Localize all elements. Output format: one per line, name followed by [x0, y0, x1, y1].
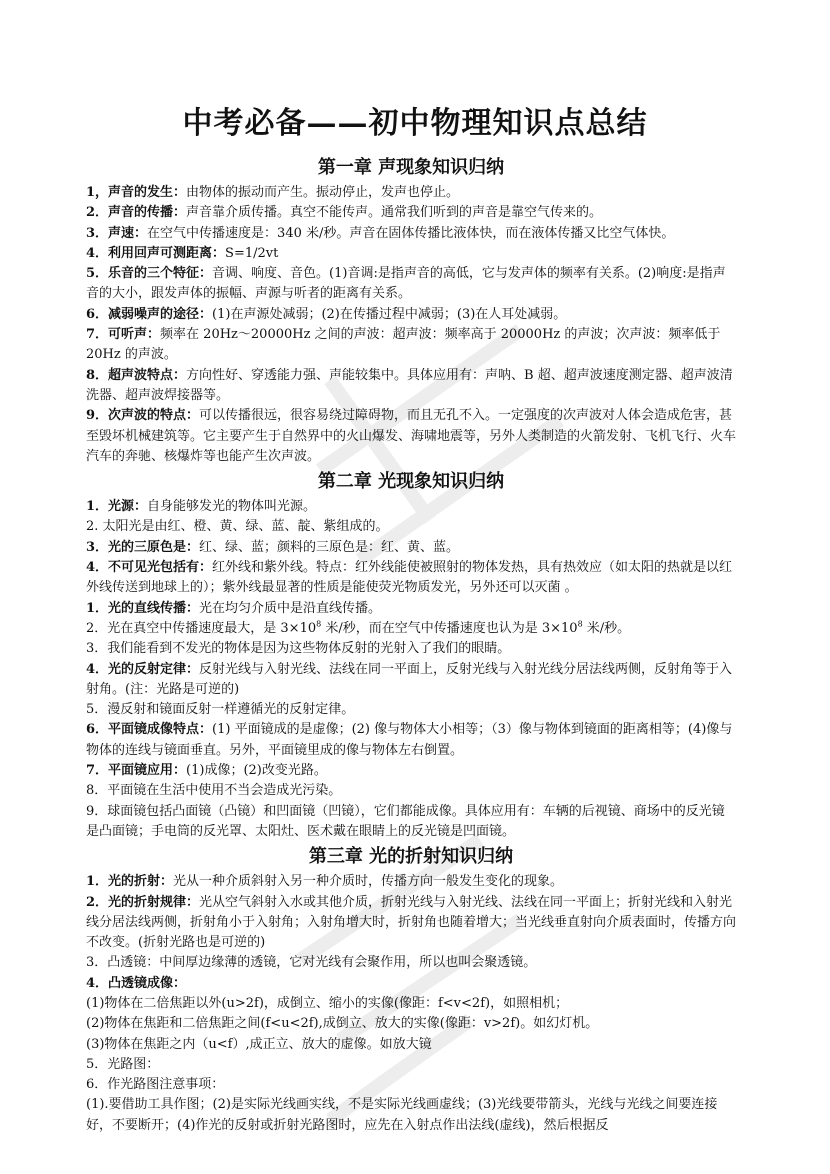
paragraph: 9．次声波的特点：可以传播很远，很容易绕过障碍物，而且无孔不入。一定强度的次声波对人体会造成危害，甚至毁坏机械建筑等。它主要产生于自然界中的火山爆发、海啸地震等，另外人类制造的火箭发射、飞机飞行、火车汽车的奔驰、核爆炸等也能产生次声波。: [86, 408, 737, 464]
paragraph: 3．凸透镜：中间厚边缘薄的透镜，它对光线有会聚作用，所以也叫会聚透镜。: [86, 955, 537, 971]
paragraph: 4．光的反射定律：反射光线与入射光线、法线在同一平面上，反射光线与入射光线分居法线两侧，反射角等于入射角。(注：光路是可逆的): [86, 661, 733, 697]
paragraph: 2. 太阳光是由红、橙、黄、绿、蓝、靛、紫组成的。: [86, 519, 389, 535]
paragraph: (3)物体在焦距之内（u<f）,成正立、放大的虚像。如放大镜: [86, 1036, 432, 1052]
paragraph: 1．光的直线传播：光在均匀介质中是沿直线传播。: [86, 600, 382, 616]
paragraph: (2)物体在焦距和二倍焦距之间(f<u<2f),成倒立、放大的实像(像距：v>2f)。如幻灯机。: [86, 1016, 599, 1032]
paragraph: 3．我们能看到不发光的物体是因为这些物体反射的光射入了我们的眼睛。: [86, 641, 511, 657]
document-body: [86, 153, 736, 1136]
paragraph: 5．光路图：: [86, 1056, 160, 1072]
paragraph: 3．光的三原色是：红、绿、蓝；颜料的三原色是：红、黄、蓝。: [86, 539, 460, 555]
paragraph: 1．光的折射：光从一种介质斜射入另一种介质时，传播方向一般发生变化的现象。: [86, 874, 564, 890]
paragraph: (1).要借助工具作图；(2)是实际光线画实线，不是实际光线画虚线；(3)光线要带箭头，光线与光线之间要连接好，不要断开；(4)作光的反射或折射光路图时，应先在入射点作出法线(虚线)，然后根据反: [86, 1097, 718, 1133]
paragraph: 8．超声波特点：方向性好、穿透能力强、声能较集中。具体应用有：声呐、B 超、超声波速度测定器、超声波清洗器、超声波焊接器等。: [86, 367, 733, 403]
paragraph: 1，声音的发生：由物体的振动而产生。振动停止，发声也停止。: [86, 185, 460, 200]
paragraph: 1．光源：自身能够发光的物体叫光源。: [86, 499, 317, 515]
paragraph: 6．平面镜成像特点：(1) 平面镜成的是虚像；(2) 像与物体大小相等；（3）像与物体到镜面的距离相等；(4)像与物体的连线与镜面垂直。另外，平面镜里成的像与物体左右倒置。: [86, 722, 733, 758]
paragraph: 2．声音的传播：声音靠介质传播。真空不能传声。通常我们听到的声音是靠空气传来的。: [86, 205, 603, 221]
paragraph: 2．光在真空中传播速度最大，是 $3\times 10^8$ 米/秒，而在空气中传播速度也认为是 $3\times 10^8$ 米/秒。: [86, 619, 631, 636]
chapter-heading: 第三章 光的折射知识归纳: [308, 846, 514, 868]
paragraph: 4．不可见光包括有：红外线和紫外线。特点：红外线能使被照射的物体发热，具有热效应（如太阳的热就是以红外线传送到地球上的）；紫外线最显著的性质是能使荧光物质发光，另外还可以灭菌 。: [86, 560, 733, 596]
chapter-heading: 第二章 光现象知识归纳: [317, 471, 505, 493]
paragraph: 6．作光路图注意事项：: [86, 1077, 225, 1093]
page-title: 中考必备——初中物理知识点总结: [182, 106, 648, 141]
paragraph: (1)物体在二倍焦距以外(u>2f)，成倒立、缩小的实像(像距：f<v<2f)，如照相机；: [86, 995, 569, 1011]
paragraph: 5．漫反射和镜面反射一样遵循光的反射定律。: [86, 702, 355, 718]
paragraph: 4．利用回声可测距离：S=1/2vt: [86, 245, 279, 261]
paragraph: 2．光的折射规律：光从空气斜射入水或其他介质，折射光线与入射光线、法线在同一平面上；折射光线和入射光线分居法线两侧，折射角小于入射角；入射角增大时，折射角也随着增大；当光线垂直射向介质表面时，传播方向不改变。(折射光路也是可逆的): [86, 894, 737, 951]
chapter-heading: 第一章 声现象知识归纳: [317, 157, 505, 178]
paragraph: 9．球面镜包括凸面镜（凸镜）和凹面镜（凹镜），它们都能成像。具体应用有：车辆的后视镜、商场中的反光镜是凸面镜；手电筒的反光罩、太阳灶、医术戴在眼睛上的反光镜是凹面镜。: [86, 803, 725, 839]
paragraph: 5．乐音的三个特征：音调、响度、音色。(1)音调:是指声音的高低，它与发声体的频率有关系。(2)响度:是指声音的大小，跟发声体的振幅、声源与听者的距离有关系。: [86, 266, 726, 302]
paragraph: 7．可听声：频率在 20Hz～20000Hz 之间的声波：超声波：频率高于 20000Hz 的声波；次声波：频率低于 20Hz 的声波。: [86, 327, 721, 363]
paragraph: 7．平面镜应用：(1)成像；(2)改变光路。: [86, 763, 327, 779]
paragraph: 4．凸透镜成像：: [86, 975, 187, 991]
paragraph: 3．声速：在空气中传播速度是：340 米/秒。声音在固体传播比液体快，而在液体传播又比空气体快。: [86, 225, 675, 241]
paragraph: 8．平面镜在生活中使用不当会造成光污染。: [86, 783, 342, 799]
paragraph: 6．减弱噪声的途径：(1)在声源处减弱；(2)在传播过程中减弱；(3)在人耳处减弱。: [86, 306, 567, 322]
